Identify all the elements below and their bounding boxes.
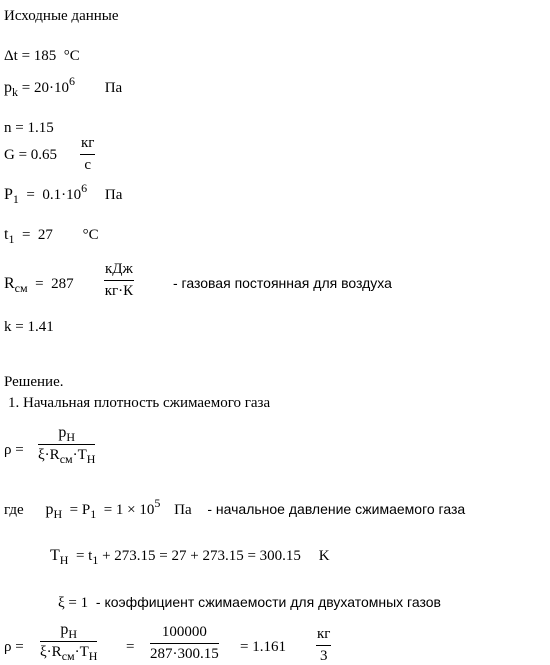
g-unit-numerator: кг [81,135,95,151]
where-line [4,496,466,521]
subscript: 1 [92,553,99,567]
where-unit: Па [174,502,192,518]
g-unit-fraction [80,136,95,173]
rho-calc-fraction-2 [150,625,219,662]
t1-line [4,226,99,246]
r-value: 287 [51,276,74,292]
denominator-part: ξ·R [40,644,62,660]
th-calc: + 273.15 = 27 + 273.15 = 300.15 [102,548,301,564]
subscript: Н [88,649,98,663]
rho-calc-denominator [40,642,98,663]
th-unit: K [318,548,330,564]
p1-line [4,181,123,206]
rho-unit-fraction [316,627,331,664]
r-unit-fraction [104,262,134,299]
th-line [50,547,330,567]
subscript: Н [68,627,78,641]
r-symbol: R [4,275,15,292]
t1-unit: °C [82,227,99,243]
rho-calc-eq2: = [126,639,135,655]
delta-t-symbol: Δt [4,48,18,64]
where-eq1: = P [69,502,91,518]
t1-symbol: t [4,226,9,243]
delta-t-line [4,49,80,64]
pk-unit: Па [104,80,123,96]
p1-symbol: P [4,186,13,203]
g-unit-denominator: с [84,157,92,173]
where-value: = 1 × 10 [103,502,155,518]
xi-note: - коэффициент сжимаемости для двухатомных газов [95,594,441,610]
pk-subscript: k [12,85,18,99]
rho-unit-denominator: 3 [319,648,328,664]
rho-def-numerator: p [58,424,67,441]
rho-calc-lhs: ρ = [4,639,24,655]
rho-calc-fraction-1 [40,621,98,663]
rho-calc-result: = 1.161 [240,639,286,655]
ph-symbol: p [45,501,54,518]
subscript: см [59,452,73,466]
step-1-title: 1. Начальная плотность сжимаемого газа [8,395,271,411]
denominator-part: ξ·R [38,447,60,463]
pk-line [4,74,123,99]
rho-def-lhs: ρ = [4,442,24,458]
pk-symbol: p [4,79,12,96]
r-subscript: см [14,281,28,295]
where-exponent: 5 [154,496,161,510]
n-line: n = 1.15 [4,120,54,136]
r-line [4,275,74,295]
denominator-part: ·T [72,447,87,463]
rho-unit-numerator: кг [317,626,331,642]
subscript: 1 [90,507,97,521]
p1-unit: Па [104,187,123,203]
subscript: Н [66,430,76,444]
rho-calc-numeric-numerator: 100000 [161,624,207,640]
equals: = [26,187,35,203]
th-eq1: = t [75,548,93,564]
rho-calc-numeric-denominator: 287·300.15 [150,646,219,662]
t1-subscript: 1 [8,232,15,246]
given-header: Исходные данные [4,8,119,24]
subscript: Н [59,553,69,567]
r-unit-denominator: кг·К [104,283,134,299]
g-line: G = 0.65 [4,147,58,163]
rho-calc-numerator: p [60,621,69,638]
xi-line [58,595,441,611]
subscript: Н [53,507,63,521]
delta-t-value: 185 [33,48,57,64]
p1-subscript: 1 [12,192,19,206]
th-symbol: T [50,547,60,564]
pk-exponent: 6 [68,74,75,88]
p1-exponent: 6 [81,181,88,195]
r-note: - газовая постоянная для воздуха [173,275,392,291]
r-unit-numerator: кДж [105,261,133,277]
subscript: см [61,649,75,663]
equals: = [21,48,31,64]
k-line: k = 1.41 [4,319,54,335]
equals: = [21,80,31,96]
solution-header: Решение. [4,374,64,390]
pk-value: 20·10 [33,80,69,96]
xi-value: ξ = 1 [58,595,89,611]
rho-def-fraction [38,424,96,466]
denominator-part: ·T [74,644,89,660]
where-note: - начальное давление сжимаемого газа [207,501,466,517]
t1-value: 27 [37,227,53,243]
p1-value: 0.1·10 [42,187,82,203]
equals: = [21,227,31,243]
equals: = [35,276,44,292]
subscript: Н [86,452,96,466]
delta-t-unit: °C [63,48,80,64]
where-label: где [4,502,24,518]
rho-def-denominator [38,445,96,466]
